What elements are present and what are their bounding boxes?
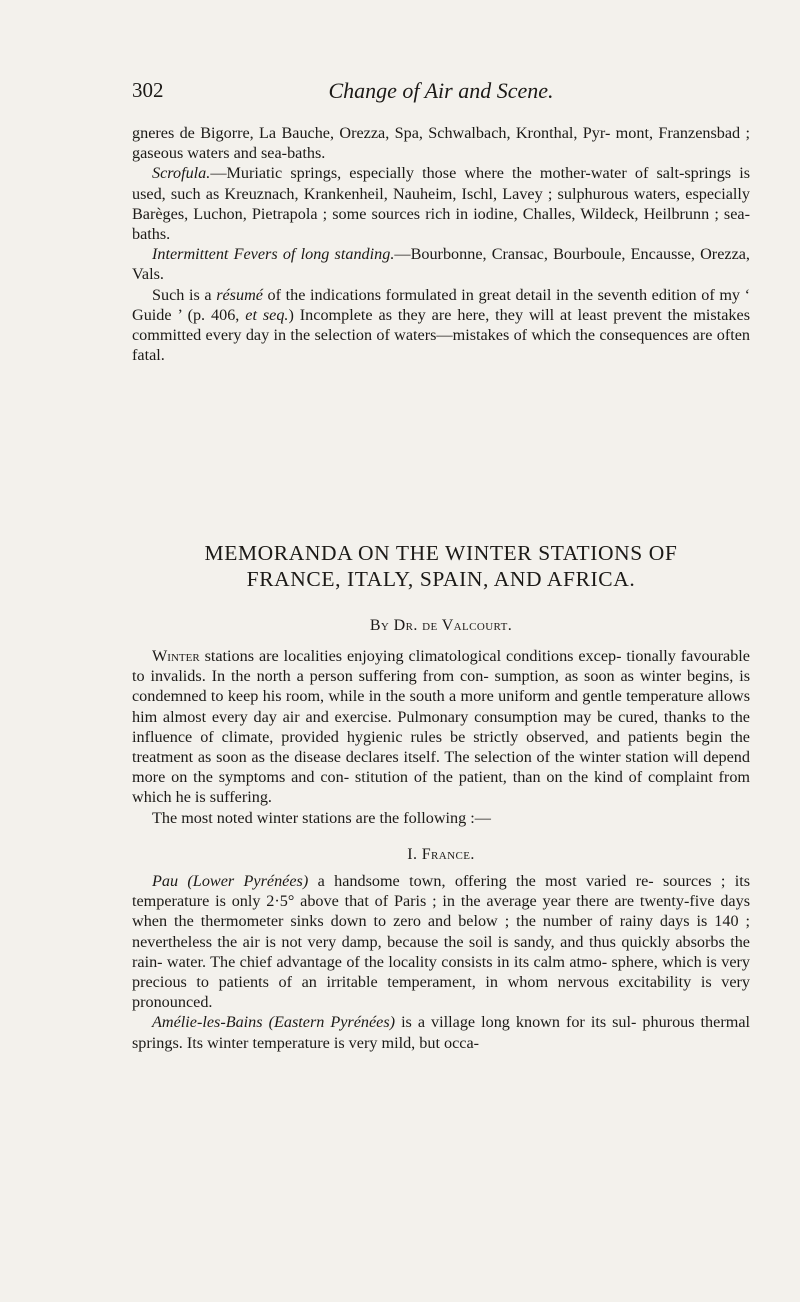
- winter-text: stations are localities enjoying climatological conditions excep- tionally favourable to invalids. In the north a person suffering from con- sumption, as soon as winter begins, is condemned to keep his room, while in the south a more uniform and gentle temperature allows him almost every day air and exercise. Pulmonary consumption may be cured, thanks to the influence of climate, provided hygienic rules be strictly observed, and patients begin the treatment as soon as the disease declares itself. The selection of the winter station will depend more on the symptoms and con- stitution of the patient, than on the kind of complaint from which he is suffering.: [132, 647, 750, 807]
- heading-line-1: MEMORANDA ON THE WINTER STATIONS OF: [204, 541, 678, 565]
- summary-text-b: of the indications formulated in great detail in the seventh edition of my ‘ Guide ’ (p. 406,: [132, 285, 751, 324]
- intro-paragraph-1: gneres de Bigorre, La Bauche, Orezza, Spa, Schwalbach, Kronthal, Pyr- mont, Franzensbad ; gaseous waters and sea-baths.: [132, 124, 750, 163]
- fevers-text: —Bourbonne, Cransac, Bourboule, Encausse, Orezza, Vals.: [132, 245, 750, 284]
- summary-text-c: ) Incomplete as they are here, they will at least prevent the mistakes committed every day in the selection of waters—mistakes of which the consequences are often fatal.: [132, 305, 750, 365]
- intro-section: [132, 123, 750, 365]
- pau-region: (Lower Pyrénées): [187, 872, 309, 890]
- winter-paragraph: [132, 646, 750, 808]
- resume-term: résumé: [216, 285, 263, 304]
- running-title: Change of Air and Scene.: [328, 78, 554, 103]
- fevers-paragraph: [132, 244, 750, 284]
- amelie-text: is a village long known for its sul- phurous thermal springs. Its winter temperature is very mild, but occa-: [132, 1013, 750, 1052]
- pau-term: Pau: [152, 872, 179, 890]
- pau-paragraph: [132, 871, 750, 1012]
- summary-paragraph: [132, 285, 750, 366]
- article-heading: [132, 540, 750, 592]
- et-seq-term: et seq.: [245, 305, 289, 324]
- winter-stations-intro: [132, 646, 750, 828]
- pau-text: a handsome town, offering the most varied re- sources ; its temperature is only 2·5° above that of Paris ; in the average year there are twenty-five days when the thermometer sinks down to zero and below ; the number of rainy days is 140 ; nevertheless the air is not very damp, because the soil is sandy, and thus quickly absorbs the rain- water. The chief advantage of the locality consists in its calm atmo- sphere, which is very precious to patients of an irritable temperament, in whom nervous excitability is very pronounced.: [132, 872, 751, 1012]
- byline: By Dr. de Valcourt.: [369, 617, 513, 634]
- page-number: 302: [132, 78, 164, 102]
- heading-line-2: FRANCE, ITALY, SPAIN, AND AFRICA.: [246, 567, 636, 591]
- fevers-term: Intermittent Fevers of long standing.: [152, 245, 395, 264]
- france-section: [132, 871, 750, 1053]
- amelie-term: Amélie-les-Bains: [152, 1013, 263, 1032]
- amelie-region: (Eastern Pyrénées): [268, 1013, 396, 1032]
- scrofula-paragraph: [132, 163, 750, 244]
- scrofula-term: Scrofula.: [152, 164, 211, 183]
- amelie-paragraph: [132, 1012, 750, 1052]
- noted-stations-paragraph: The most noted winter stations are the following :—: [152, 808, 491, 827]
- winter-lead-word: Winter: [152, 647, 200, 665]
- running-head: [132, 78, 750, 108]
- section-title-france: I. France.: [407, 846, 475, 863]
- summary-text-a: Such is a: [152, 285, 217, 304]
- scrofula-text: —Muriatic springs, especially those where the mother-water of salt-springs is used, such as Kreuznach, Krankenheil, Nauheim, Ischl, Lavey ; sulphurous waters, especially Barèges, Luchon, Pietrapola ; some sources rich in iodine, Challes, Wildeck, Heilbrunn ; sea-baths.: [132, 164, 750, 244]
